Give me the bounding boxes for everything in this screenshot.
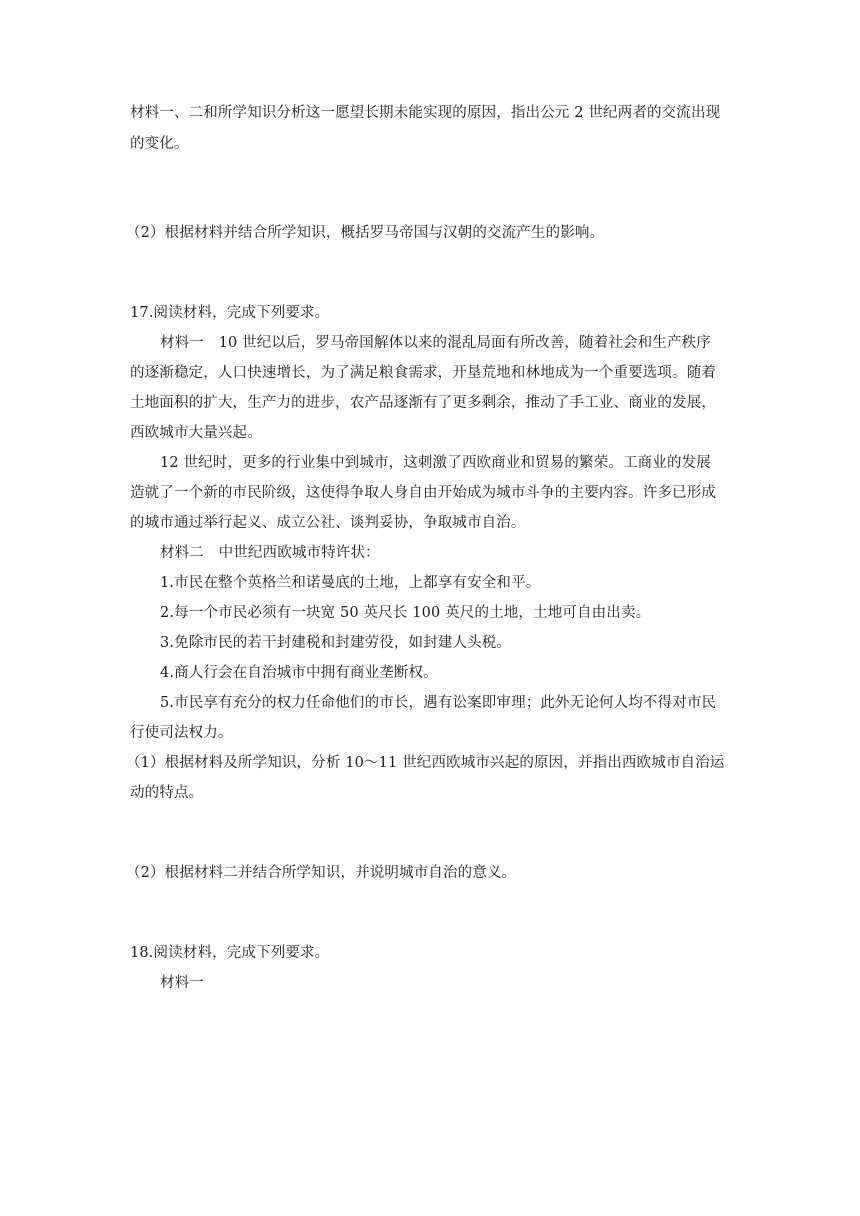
q17-material1-p1-line-1: 材料一 10 世纪以后，罗马帝国解体以来的混乱局面有所改善，随着社会和生产秩序 [160, 335, 711, 351]
q16-material-line-1: 材料一、二和所学知识分析这一愿望长期未能实现的原因，指出公元 2 世纪两者的交流出现 [130, 105, 721, 121]
q18-title: 18.阅读材料，完成下列要求。 [130, 945, 330, 961]
q17-material1-p1-line-2: 的逐渐稳定，人口快速增长，为了满足粮食需求，开垦荒地和林地成为一个重要选项。随着 [130, 365, 716, 381]
charter-item-3: 3.免除市民的若干封建税和封建劳役，如封建人头税。 [160, 635, 512, 651]
q16-part2-prompt: （2）根据材料并结合所学知识，概括罗马帝国与汉朝的交流产生的影响。 [126, 225, 605, 241]
q17-material1-p1-line-4: 西欧城市大量兴起。 [130, 425, 262, 441]
charter-item-5-continued: 行使司法权力。 [130, 725, 233, 741]
q17-part1-line-1: （1）根据材料及所学知识，分析 10～11 世纪西欧城市兴起的原因，并指出西欧城市自治运 [126, 755, 725, 771]
q17-material1-p2-line-2: 造就了一个新的市民阶级，这使得争取人身自由开始成为城市斗争的主要内容。许多已形成 [130, 485, 716, 501]
q17-part2-prompt: （2）根据材料二并结合所学知识，并说明城市自治的意义。 [126, 865, 517, 881]
q17-material1-p1-line-3: 土地面积的扩大，生产力的进步，农产品逐渐有了更多剩余，推动了手工业、商业的发展， [130, 395, 716, 411]
charter-item-1: 1.市民在整个英格兰和诺曼底的土地，上都享有安全和平。 [160, 575, 541, 591]
q17-material1-p2-line-1: 12 世纪时，更多的行业集中到城市，这刺激了西欧商业和贸易的繁荣。工商业的发展 [160, 455, 711, 471]
charter-item-5: 5.市民享有充分的权力任命他们的市长，遇有讼案即审理；此外无论何人均不得对市民 [160, 695, 717, 711]
charter-item-4: 4.商人行会在自治城市中拥有商业垄断权。 [160, 665, 438, 681]
q16-material-line-2: 的变化。 [130, 136, 189, 152]
q17-part1-line-2: 动的特点。 [130, 785, 204, 801]
charter-item-2: 2.每一个市民必须有一块宽 50 英尺长 100 英尺的土地，土地可自由出卖。 [160, 605, 651, 621]
q18-material1-label: 材料一 [160, 975, 204, 991]
q17-title: 17.阅读材料，完成下列要求。 [130, 305, 330, 321]
q17-material1-p2-line-3: 的城市通过举行起义、成立公社、谈判妥协，争取城市自治。 [130, 515, 526, 531]
q17-material2-title: 材料二 中世纪西欧城市特许状： [160, 545, 380, 561]
